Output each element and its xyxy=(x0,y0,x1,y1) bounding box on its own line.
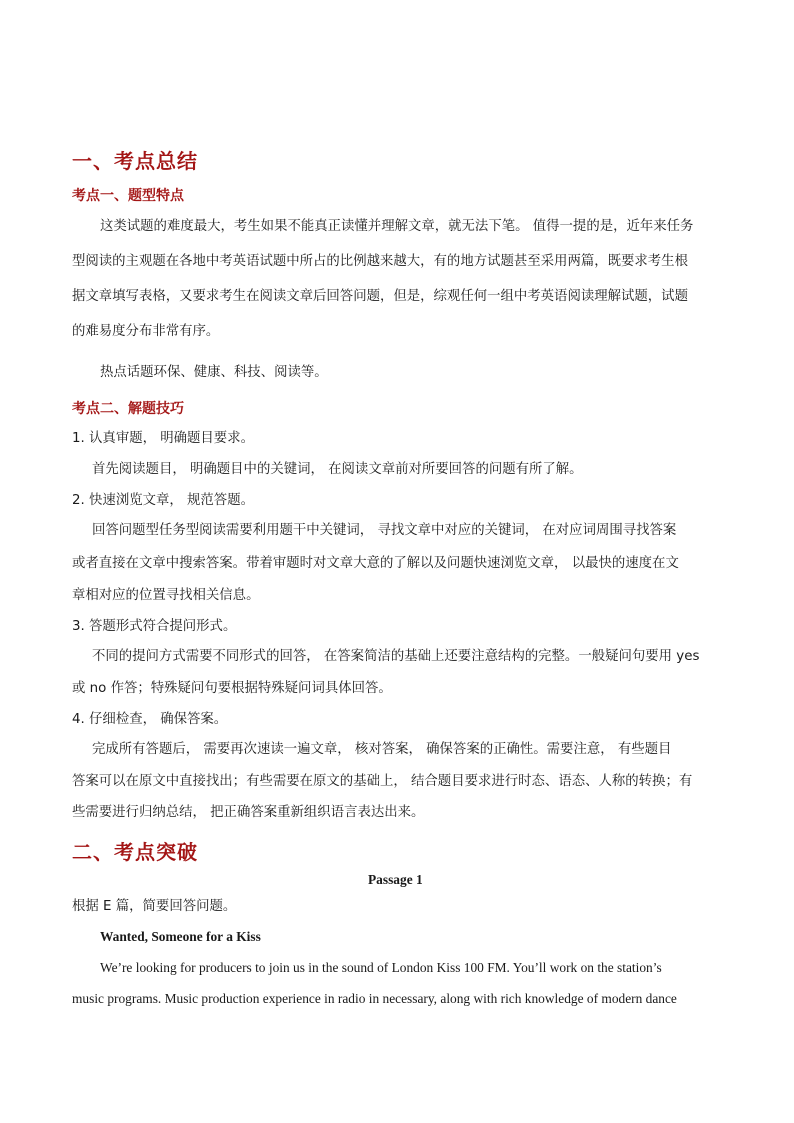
tip-text: 不同的提问方式需要不同形式的回答， 在答案简洁的基础上还要注意结构的完整。一般疑问句要用 yes xyxy=(92,649,700,664)
tip-text: 完成所有答题后， 需要再次速读一遍文章， 核对答案， 确保答案的正确性。需要注意， 有些题目 xyxy=(92,742,672,757)
tip-text: 章相对应的位置寻找相关信息。 xyxy=(72,588,260,603)
subsection-heading-question-features: 考点一、题型特点 xyxy=(72,188,184,204)
article-line: music programs. Music production experience in radio in necessary, along with rich knowledge of modern dance xyxy=(72,991,677,1006)
tip-title: 4. 仔细检查， 确保答案。 xyxy=(72,712,228,727)
tip-text: 答案可以在原文中直接找出；有些需要在原文的基础上， 结合题目要求进行时态、语态、人称的转换；有 xyxy=(72,774,693,789)
instruction-text: 根据 E 篇，简要回答问题。 xyxy=(72,899,237,914)
paragraph-line: 型阅读的主观题在各地中考英语试题中所占的比例越来越大，有的地方试题甚至采用两篇，既要求考生根 xyxy=(72,254,688,269)
section-heading-breakthrough: 二、考点突破 xyxy=(72,840,198,864)
paragraph-hot-topics: 热点话题环保、健康、科技、阅读等。 xyxy=(100,365,328,380)
paragraph-line: 据文章填写表格，又要求考生在阅读文章后回答问题，但是，综观任何一组中考英语阅读理解试题，试题 xyxy=(72,289,688,304)
tip-text: 回答问题型任务型阅读需要利用题干中关键词， 寻找文章中对应的关键词， 在对应词周围寻找答案 xyxy=(92,523,677,538)
tip-title: 1. 认真审题， 明确题目要求。 xyxy=(72,431,254,446)
paragraph-line: 的难易度分布非常有序。 xyxy=(72,324,220,339)
tip-text: 些需要进行归纳总结， 把正确答案重新组织语言表达出来。 xyxy=(72,805,425,820)
tip-title: 3. 答题形式符合提问形式。 xyxy=(72,619,237,634)
paragraph-line: 这类试题的难度最大，考生如果不能真正读懂并理解文章，就无法下笔。 值得一提的是，近年来任务 xyxy=(100,219,694,234)
tip-text: 或 no 作答；特殊疑问句要根据特殊疑问词具体回答。 xyxy=(72,681,392,696)
article-line: We’re looking for producers to join us in the sound of London Kiss 100 FM. You’ll work on the station’s xyxy=(100,960,662,975)
tip-title: 2. 快速浏览文章， 规范答题。 xyxy=(72,493,254,508)
passage-title: Passage 1 xyxy=(368,872,423,887)
section-heading-summary: 一、考点总结 xyxy=(72,149,198,173)
tip-text: 或者直接在文章中搜索答案。带着审题时对文章大意的了解以及问题快速浏览文章， 以最快的速度在文 xyxy=(72,556,679,571)
subsection-heading-solving-tips: 考点二、解题技巧 xyxy=(72,401,184,417)
tip-text: 首先阅读题目， 明确题目中的关键词， 在阅读文章前对所要回答的问题有所了解。 xyxy=(92,462,583,477)
article-title: Wanted, Someone for a Kiss xyxy=(100,929,261,944)
